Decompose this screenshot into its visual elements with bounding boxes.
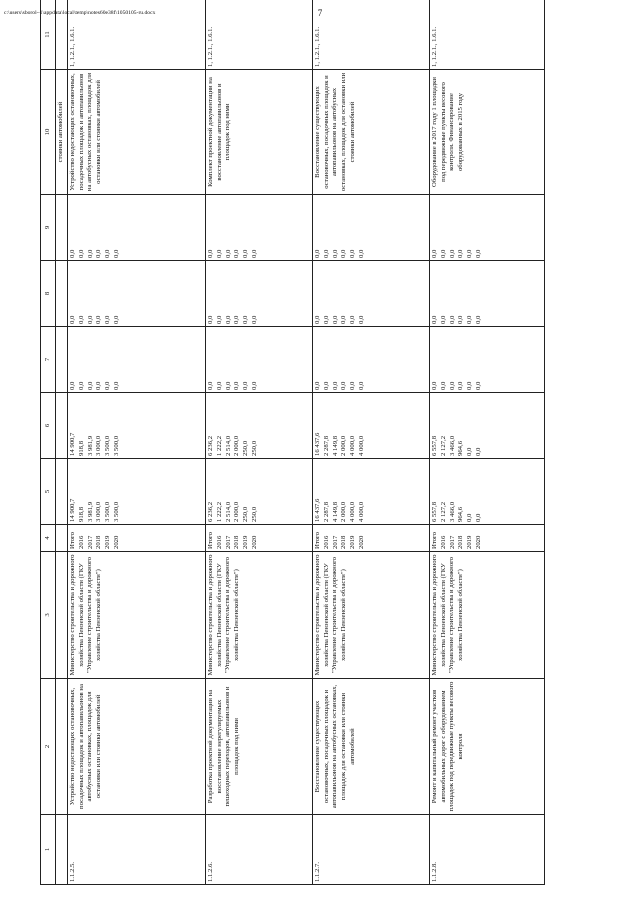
table-row bbox=[313, 0, 430, 885]
row-col9 bbox=[68, 195, 206, 261]
footer-path: c:\users\sborol~1\appdata\local\temp\notes60e38f\1050105-ru.docx bbox=[4, 10, 156, 16]
program-table bbox=[40, 0, 545, 885]
row-col5-value: 6 236,2 bbox=[207, 501, 214, 522]
row-years-value: 2018 bbox=[457, 535, 465, 549]
continuation-row bbox=[56, 0, 68, 885]
row-col7-value: 0,0 bbox=[224, 381, 232, 390]
row-col6-value: 1 222,2 bbox=[215, 435, 223, 456]
row-years-value: 2017 bbox=[331, 535, 339, 549]
row-col6-value: 3 981,9 bbox=[86, 435, 94, 456]
row-col7-value: 0,0 bbox=[474, 381, 482, 390]
row-col5-value: 3 500,0 bbox=[112, 501, 120, 522]
row-col9-value: 0,0 bbox=[431, 249, 438, 258]
row-col6-value: 2 000,0 bbox=[340, 435, 348, 456]
row-col7 bbox=[68, 327, 206, 393]
row-col8-value: 0,0 bbox=[86, 315, 94, 324]
row-col6-value: 2 287,8 bbox=[322, 435, 330, 456]
row-col6-value: 4 000,0 bbox=[349, 435, 357, 456]
row-years-value: 2016 bbox=[215, 535, 223, 549]
row-col6-value: 14 900,7 bbox=[69, 432, 76, 456]
row-col8-value: 0,0 bbox=[439, 315, 447, 324]
row-targets: 1, 1.2.1., 1.6.1. bbox=[313, 0, 430, 70]
row-col7-value: 0,0 bbox=[86, 381, 94, 390]
column-numbers-row bbox=[41, 0, 56, 885]
row-years-value: 2019 bbox=[466, 535, 474, 549]
row-col5-value: 2 127,2 bbox=[439, 501, 447, 522]
table-row bbox=[206, 0, 313, 885]
row-col7 bbox=[313, 327, 430, 393]
row-col5 bbox=[68, 459, 206, 525]
row-col7-value: 0,0 bbox=[104, 381, 112, 390]
row-col8-value: 0,0 bbox=[314, 315, 321, 324]
row-col7-value: 0,0 bbox=[431, 381, 438, 390]
row-col9-value: 0,0 bbox=[340, 249, 348, 258]
row-col5-value: 964,6 bbox=[457, 506, 465, 522]
row-col7-value: 0,0 bbox=[457, 381, 465, 390]
row-col6-value: 16 437,6 bbox=[314, 432, 321, 456]
row-col8-value: 0,0 bbox=[215, 315, 223, 324]
row-col9-value: 0,0 bbox=[439, 249, 447, 258]
row-col8-value: 0,0 bbox=[448, 315, 456, 324]
row-col8-value: 0,0 bbox=[104, 315, 112, 324]
row-years-value: 2019 bbox=[242, 535, 250, 549]
row-col6-value: 2 514,0 bbox=[224, 435, 232, 456]
row-col8-value: 0,0 bbox=[112, 315, 120, 324]
row-col8 bbox=[430, 261, 545, 327]
row-col5-value: 2 000,0 bbox=[233, 501, 241, 522]
row-col9-value: 0,0 bbox=[357, 249, 365, 258]
rotated-page bbox=[40, 20, 610, 885]
col-header-2: 2 bbox=[41, 679, 56, 815]
table-row bbox=[68, 0, 206, 885]
row-name: Ремонт и капитальный ремонт участков автомобильных дорог с оборудованием площадок под передвижные пункты весового контроля bbox=[430, 679, 545, 815]
row-col6 bbox=[313, 393, 430, 459]
row-col5-value: 3 981,9 bbox=[86, 501, 94, 522]
row-col9-value: 0,0 bbox=[215, 249, 223, 258]
row-col8-value: 0,0 bbox=[474, 315, 482, 324]
row-col8-value: 0,0 bbox=[457, 315, 465, 324]
row-years-value: 2019 bbox=[349, 535, 357, 549]
col-header-8: 8 bbox=[41, 261, 56, 327]
row-col8-value: 0,0 bbox=[242, 315, 250, 324]
row-col5-value: 0,0 bbox=[466, 513, 474, 522]
row-col6-value: 6 557,8 bbox=[431, 435, 438, 456]
row-col5-value: 4 149,8 bbox=[331, 501, 339, 522]
row-years bbox=[68, 525, 206, 552]
row-col6-value: 250,0 bbox=[242, 440, 250, 456]
row-executor: Министерство строительства и дорожного хозяйства Пензенской области (ГКУ "Управление строительства и дорожного хозяйства Пензенской области") bbox=[206, 552, 313, 679]
row-col7-value: 0,0 bbox=[448, 381, 456, 390]
col-header-1: 1 bbox=[41, 815, 56, 885]
row-years-value: Итого bbox=[314, 532, 321, 549]
row-name: Восстановление существующих остановочных, посадочных площадок и автопавильонов на автобусных остановках, площадок для остановки или стоянки автомобилей bbox=[313, 679, 430, 815]
row-col9-value: 0,0 bbox=[112, 249, 120, 258]
row-col7-value: 0,0 bbox=[233, 381, 241, 390]
row-col9-value: 0,0 bbox=[233, 249, 241, 258]
row-executor: Министерство строительства и дорожного хозяйства Пензенской области (ГКУ "Управление строительства и дорожного хозяйства Пензенской области") bbox=[68, 552, 206, 679]
row-col6-value: 3 466,0 bbox=[448, 435, 456, 456]
row-years bbox=[206, 525, 313, 552]
row-col8-value: 0,0 bbox=[466, 315, 474, 324]
row-col8 bbox=[206, 261, 313, 327]
row-col5-value: 3 000,0 bbox=[95, 501, 103, 522]
row-executor: Министерство строительства и дорожного хозяйства Пензенской области (ГКУ "Управление строительства и дорожного хозяйства Пензенской области") bbox=[313, 552, 430, 679]
col-header-4: 4 bbox=[41, 525, 56, 552]
row-col9 bbox=[430, 195, 545, 261]
row-years-value: 2016 bbox=[322, 535, 330, 549]
row-result: Устройство недостающих остановочных, посадочных площадок и автопавильонов на автобусных остановках, площадок для остановки или стоянки автомобилей bbox=[68, 70, 206, 195]
row-col9-value: 0,0 bbox=[224, 249, 232, 258]
row-years-value: Итого bbox=[69, 532, 76, 549]
row-col9-value: 0,0 bbox=[331, 249, 339, 258]
row-col6-value: 3 500,0 bbox=[104, 435, 112, 456]
row-result: Комплект проектной документации на восстановление автопавильонов и площадок под ними bbox=[206, 70, 313, 195]
row-col7-value: 0,0 bbox=[250, 381, 258, 390]
row-col8-value: 0,0 bbox=[322, 315, 330, 324]
row-col7-value: 0,0 bbox=[207, 381, 214, 390]
table-body bbox=[68, 0, 545, 885]
row-col8-value: 0,0 bbox=[95, 315, 103, 324]
table-row bbox=[430, 0, 545, 885]
row-years-value: 2020 bbox=[474, 535, 482, 549]
row-col5-value: 4 000,0 bbox=[349, 501, 357, 522]
row-col9-value: 0,0 bbox=[86, 249, 94, 258]
row-col5-value: 918,8 bbox=[77, 506, 85, 522]
row-col5-value: 1 222,2 bbox=[215, 501, 223, 522]
continuation-text: стоянки автомобилей bbox=[56, 70, 68, 195]
row-col5-value: 3 500,0 bbox=[104, 501, 112, 522]
row-col5-value: 16 437,6 bbox=[314, 498, 321, 522]
row-col8-value: 0,0 bbox=[340, 315, 348, 324]
row-code: 1.1.2.5. bbox=[68, 815, 206, 885]
row-years-value: 2017 bbox=[224, 535, 232, 549]
row-years-value: 2020 bbox=[357, 535, 365, 549]
row-col7-value: 0,0 bbox=[357, 381, 365, 390]
row-col6-value: 3 000,0 bbox=[95, 435, 103, 456]
col-header-3: 3 bbox=[41, 552, 56, 679]
row-col9-value: 0,0 bbox=[457, 249, 465, 258]
row-col5 bbox=[430, 459, 545, 525]
row-col5-value: 250,0 bbox=[250, 506, 258, 522]
row-col5-value: 0,0 bbox=[474, 513, 482, 522]
row-col8-value: 0,0 bbox=[207, 315, 214, 324]
row-targets: 1, 1.2.1., 1.6.1. bbox=[68, 0, 206, 70]
row-years-value: Итого bbox=[207, 532, 214, 549]
row-years-value: 2018 bbox=[95, 535, 103, 549]
row-name: Устройство недостающих остановочных, посадочных площадок и автопавильонов на автобусных остановках, площадок для остановки или стоянки автомобилей bbox=[68, 679, 206, 815]
row-col7-value: 0,0 bbox=[77, 381, 85, 390]
row-col9-value: 0,0 bbox=[104, 249, 112, 258]
row-col7 bbox=[430, 327, 545, 393]
row-years bbox=[313, 525, 430, 552]
row-years bbox=[430, 525, 545, 552]
row-code: 1.1.2.6. bbox=[206, 815, 313, 885]
row-col5-value: 4 000,0 bbox=[357, 501, 365, 522]
row-col9-value: 0,0 bbox=[349, 249, 357, 258]
row-col9-value: 0,0 bbox=[207, 249, 214, 258]
row-col6 bbox=[430, 393, 545, 459]
row-years-value: 2016 bbox=[439, 535, 447, 549]
row-col9-value: 0,0 bbox=[69, 249, 76, 258]
row-col6-value: 0,0 bbox=[474, 447, 482, 456]
row-col5-value: 6 557,8 bbox=[431, 501, 438, 522]
row-name: Разработка проектной документации на восстановление нерегулируемых пешеходных переходов, автопавильонов и площадок под ними bbox=[206, 679, 313, 815]
row-col9-value: 0,0 bbox=[250, 249, 258, 258]
row-col7-value: 0,0 bbox=[439, 381, 447, 390]
row-years-value: 2020 bbox=[112, 535, 120, 549]
col-header-7: 7 bbox=[41, 327, 56, 393]
row-col8-value: 0,0 bbox=[431, 315, 438, 324]
row-col8-value: 0,0 bbox=[357, 315, 365, 324]
row-col5-value: 2 514,0 bbox=[224, 501, 232, 522]
row-years-value: 2016 bbox=[77, 535, 85, 549]
row-col5-value: 14 900,7 bbox=[69, 498, 76, 522]
row-years-value: 2020 bbox=[250, 535, 258, 549]
row-col7-value: 0,0 bbox=[112, 381, 120, 390]
row-years-value: Итого bbox=[431, 532, 438, 549]
row-col7-value: 0,0 bbox=[69, 381, 76, 390]
row-col6-value: 2 000,0 bbox=[233, 435, 241, 456]
col-header-9: 9 bbox=[41, 195, 56, 261]
row-col6-value: 964,6 bbox=[457, 440, 465, 456]
row-col8 bbox=[68, 261, 206, 327]
row-col5-value: 2 287,8 bbox=[322, 501, 330, 522]
row-col6 bbox=[68, 393, 206, 459]
row-years-value: 2017 bbox=[86, 535, 94, 549]
row-col6-value: 2 127,2 bbox=[439, 435, 447, 456]
row-col7-value: 0,0 bbox=[331, 381, 339, 390]
row-col8 bbox=[313, 261, 430, 327]
row-col8-value: 0,0 bbox=[233, 315, 241, 324]
row-years-value: 2019 bbox=[104, 535, 112, 549]
row-col8-value: 0,0 bbox=[69, 315, 76, 324]
row-col7-value: 0,0 bbox=[349, 381, 357, 390]
row-col7-value: 0,0 bbox=[466, 381, 474, 390]
row-years-value: 2018 bbox=[233, 535, 241, 549]
row-col9 bbox=[313, 195, 430, 261]
row-col7-value: 0,0 bbox=[215, 381, 223, 390]
row-col8-value: 0,0 bbox=[331, 315, 339, 324]
row-col9-value: 0,0 bbox=[77, 249, 85, 258]
row-col6-value: 4 000,0 bbox=[357, 435, 365, 456]
col-header-10: 10 bbox=[41, 70, 56, 195]
row-code: 1.1.2.8. bbox=[430, 815, 545, 885]
row-result: Восстановление существующих остановочных, посадочных площадок и автопавильонов на автобусных остановках, площадок для остановки или стоянки автомобилей bbox=[313, 70, 430, 195]
row-result: Оборудование в 2017 году 1 площадки под передвижные пункты весового контроля. Финансирование оборудованных в 2015 году bbox=[430, 70, 545, 195]
row-col5 bbox=[206, 459, 313, 525]
col-header-5: 5 bbox=[41, 459, 56, 525]
row-code: 1.1.2.7. bbox=[313, 815, 430, 885]
row-col5-value: 250,0 bbox=[242, 506, 250, 522]
row-col7-value: 0,0 bbox=[314, 381, 321, 390]
row-col8-value: 0,0 bbox=[224, 315, 232, 324]
row-col9-value: 0,0 bbox=[466, 249, 474, 258]
row-col6-value: 3 500,0 bbox=[112, 435, 120, 456]
row-col6 bbox=[206, 393, 313, 459]
row-col5-value: 3 466,0 bbox=[448, 501, 456, 522]
row-col6-value: 6 236,2 bbox=[207, 435, 214, 456]
row-col6-value: 0,0 bbox=[466, 447, 474, 456]
row-col7-value: 0,0 bbox=[242, 381, 250, 390]
row-executor: Министерство строительства и дорожного хозяйства Пензенской области (ГКУ "Управление строительства и дорожного хозяйства Пензенской области") bbox=[430, 552, 545, 679]
row-col6-value: 250,0 bbox=[250, 440, 258, 456]
page-number: 7 bbox=[317, 8, 323, 18]
row-targets: 1, 1.2.1., 1.6.1. bbox=[430, 0, 545, 70]
row-col6-value: 918,8 bbox=[77, 440, 85, 456]
row-col9-value: 0,0 bbox=[322, 249, 330, 258]
row-col9-value: 0,0 bbox=[448, 249, 456, 258]
row-years-value: 2018 bbox=[340, 535, 348, 549]
row-col8-value: 0,0 bbox=[250, 315, 258, 324]
row-col8-value: 0,0 bbox=[349, 315, 357, 324]
row-col5 bbox=[313, 459, 430, 525]
row-col9-value: 0,0 bbox=[242, 249, 250, 258]
row-col7-value: 0,0 bbox=[322, 381, 330, 390]
row-targets: 1, 1.2.1., 1.6.1. bbox=[206, 0, 313, 70]
row-years-value: 2017 bbox=[448, 535, 456, 549]
row-col9-value: 0,0 bbox=[474, 249, 482, 258]
row-col5-value: 2 000,0 bbox=[340, 501, 348, 522]
row-col7 bbox=[206, 327, 313, 393]
row-col8-value: 0,0 bbox=[77, 315, 85, 324]
col-header-6: 6 bbox=[41, 393, 56, 459]
row-col9-value: 0,0 bbox=[314, 249, 321, 258]
row-col7-value: 0,0 bbox=[95, 381, 103, 390]
col-header-11: 11 bbox=[41, 0, 56, 70]
row-col9-value: 0,0 bbox=[95, 249, 103, 258]
row-col9 bbox=[206, 195, 313, 261]
row-col7-value: 0,0 bbox=[340, 381, 348, 390]
row-col6-value: 4 149,8 bbox=[331, 435, 339, 456]
